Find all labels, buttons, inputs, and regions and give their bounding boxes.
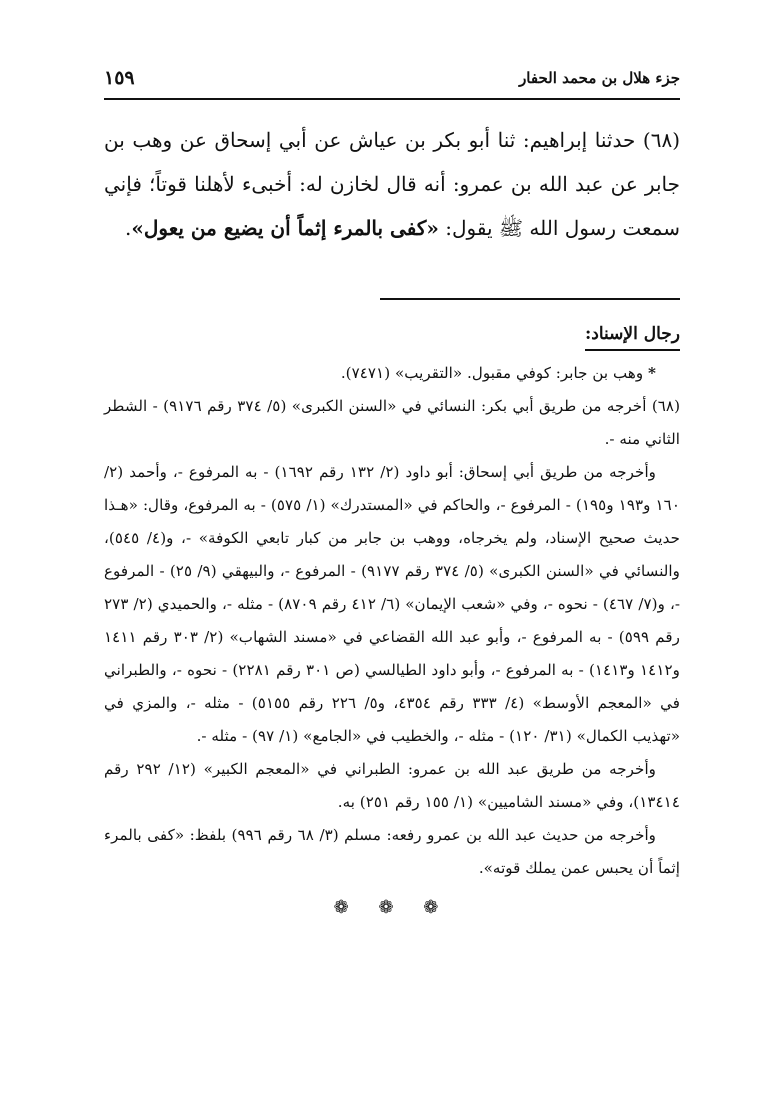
takhrij-paragraph-3: وأخرجه من طريق عبد الله بن عمرو: الطبراني في «المعجم الكبير» (١٢/ ٢٩٢ رقم ١٣٤١٤)، وفي «مسند الشاميين» (١/ ١٥٥ رقم ٢٥١) به. <box>104 760 680 811</box>
star-marker: * <box>648 364 656 382</box>
takhrij-paragraph-1: (٦٨) أخرجه من طريق أبي بكر: النسائي في «السنن الكبرى» (٥/ ٣٧٤ رقم ٩١٧٦) - الشطر الثاني منه -. <box>104 397 681 448</box>
takhrij-paragraph-4: وأخرجه من حديث عبد الله بن عمرو رفعه: مسلم (٣/ ٦٨ رقم ٩٩٦) بلفظ: «كفى بالمرء إثماً أن يحبس عمن يملك قوته». <box>104 826 680 877</box>
takhrij-paragraph-2: وأخرجه من طريق أبي إسحاق: أبو داود (٢/ ١٣٢ رقم ١٦٩٢) - به المرفوع -، وأحمد (٢/ ١٦٠ و١٩٣ و١٩٥) - المرفوع -، والحاكم في «المستدرك» (١/ ٥٧٥) - به المرفوع، وقال: «هـذا حديث صحيح الإسناد، ولم يخرجاه، ووهب بن جابر من كبار تابعي الكوفة» -، و(٤/ ٥٤٥)، والنسائي في «السنن الكبرى» (٥/ ٣٧٤ رقم ٩١٧٧) - المرفوع -، والبيهقي (٩/ ٢٥) - المرفوع -، و(٧/ ٤٦٧) - نحوه -، وفي «شعب الإيمان» (٦/ ٤١٢ رقم ٨٧٠٩) - مثله -، والحميدي (٢/ ٢٧٣ رقم ٥٩٩) - به المرفوع -، وأبو عبد الله القضاعي في «مسند الشهاب» (٢/ ٣٠٣ رقم ١٤١١ و١٤١٢ و١٤١٣) - به المرفوع -، وأبو داود الطيالسي (ص ٣٠١ رقم ٢٢٨١) - نحوه -، والطبراني في «المعجم الأوسط» (٤/ ٣٣٣ رقم ٤٣٥٤، و٥/ ٢٢٦ رقم ٥١٥٥) - مثله -، والمزي في «تهذيب الكمال» (٣١/ ١٢٠) - مثله -، والخطيب في «الجامع» (١/ ٩٧) - مثله -. <box>104 463 681 745</box>
running-title: جزء هلال بن محمد الحفار <box>519 69 680 87</box>
page-number: ١٥٩ <box>104 67 135 89</box>
footnote-divider <box>380 298 680 300</box>
footnotes <box>104 318 680 924</box>
hadith-text <box>104 118 680 250</box>
hadith-end-mark: . <box>125 216 132 240</box>
hadith-isnad-matn: (٦٨) حدثنا إبراهيم: ثنا أبو بكر بن عياش عن أبي إسحاق عن وهب بن جابر عن عبد الله بن عمرو: أنه قال لخازن له: أخبىء لأهلنا قوتاً؛ فإني سمعت رسول الله ﷺ يقول: <box>104 128 680 240</box>
section-heading: رجال الإسناد: <box>585 319 680 351</box>
hadith-prophetic-saying: «كفى بالمرء إثماً أن يضيع من يعول» <box>131 216 439 240</box>
end-ornament: ❁ ❁ ❁ <box>333 897 451 918</box>
narrator-text: وهب بن جابر: كوفي مقبول. «التقريب» (٧٤٧١). <box>340 364 644 382</box>
narrator-note <box>104 357 680 390</box>
page-header <box>104 58 680 100</box>
